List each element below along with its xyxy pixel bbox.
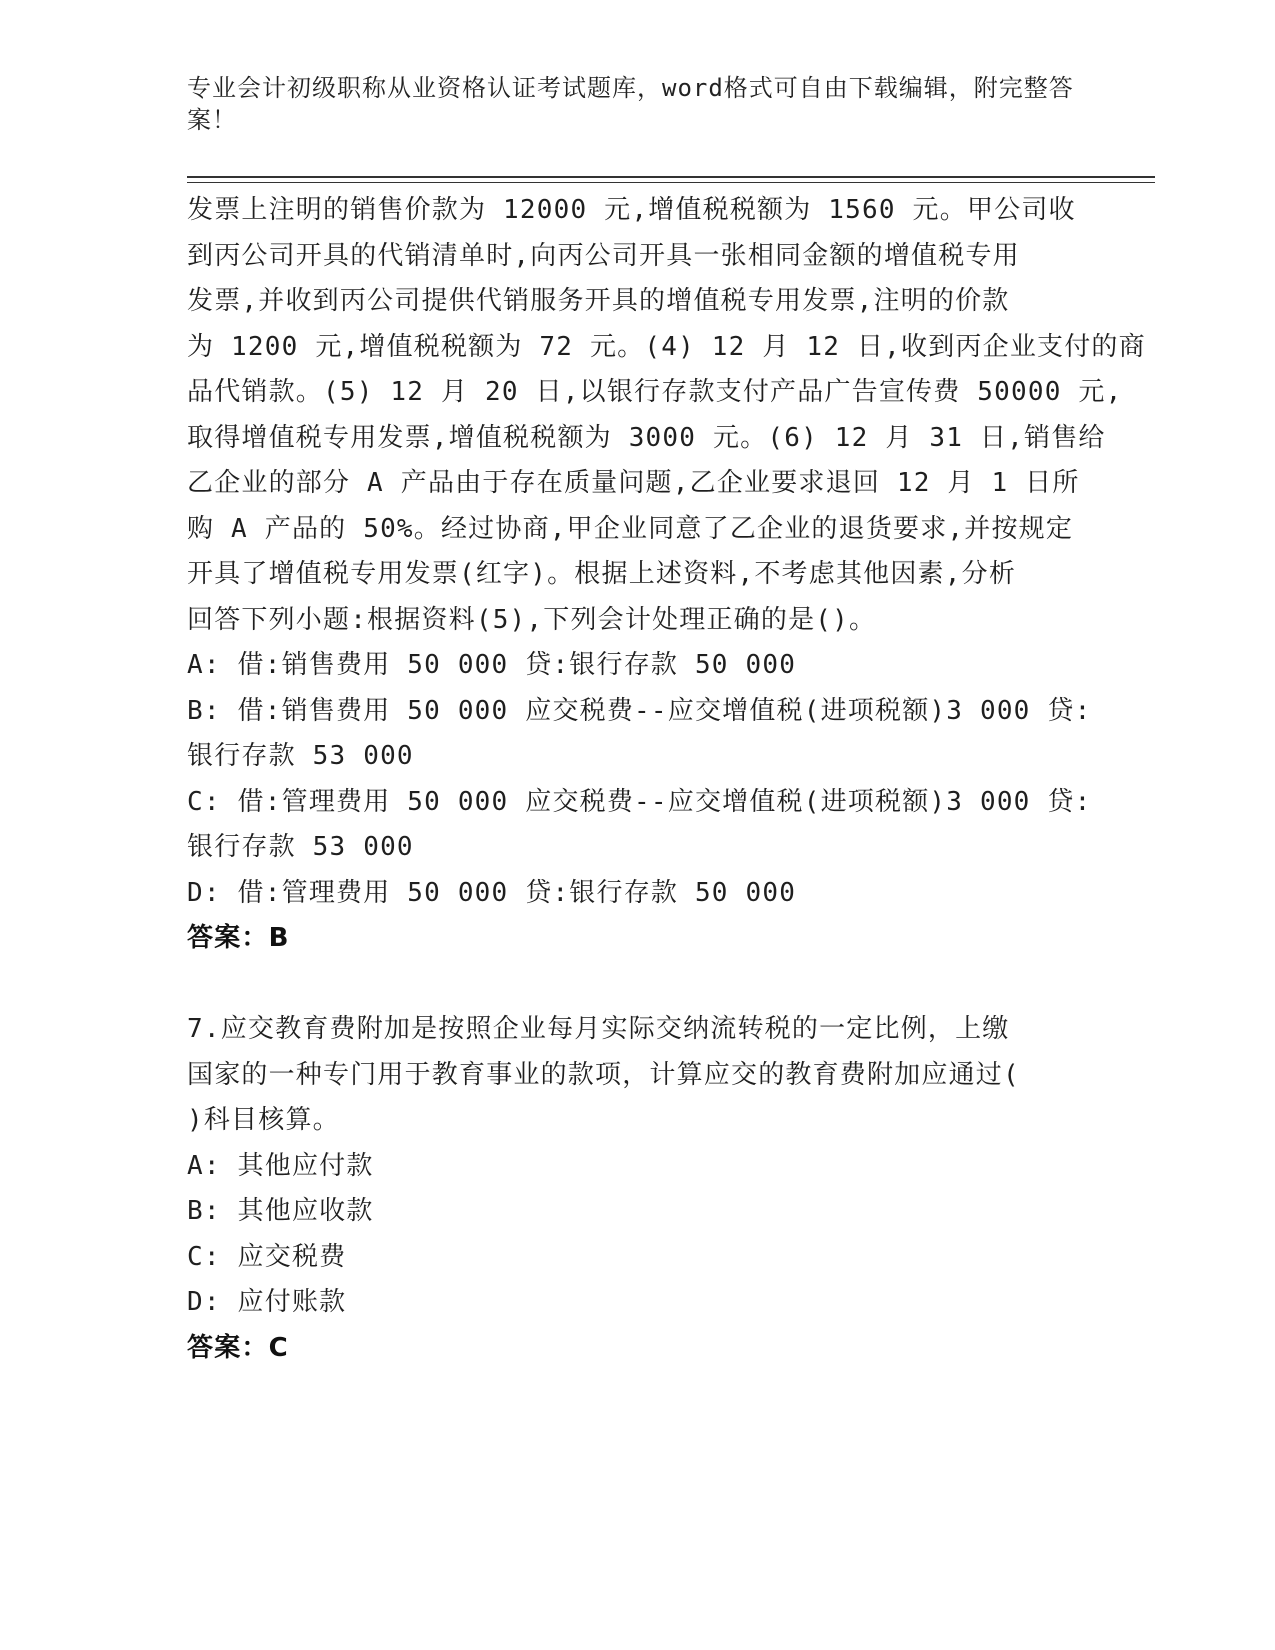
header-divider-thick [187,176,1155,178]
option-c: C: 应交税费 [187,1241,347,1272]
question-stem-line: 回答下列小题:根据资料(5),下列会计处理正确的是()。 [187,604,877,635]
question-stem-line: 发票上注明的销售价款为 12000 元,增值税税额为 1560 元。甲公司收 [187,195,1076,225]
answer-label: 答案：B [187,923,290,953]
question-stem-line: 品代销款。(5) 12 月 20 日,以银行存款支付产品广告宣传费 50000 元, [187,377,1123,407]
option-b: B: 其他应收款 [187,1196,374,1226]
question-stem-line: 乙企业的部分 A 产品由于存在质量问题,乙企业要求退回 12 月 1 日所 [187,468,1080,498]
option-a: A: 借:销售费用 50 000 贷:银行存款 50 000 [187,650,797,680]
option-b-continued: 银行存款 53 000 [187,741,414,771]
question-stem-line: 7.应交教育费附加是按照企业每月实际交纳流转税的一定比例，上缴 [187,1014,1010,1044]
option-a: A: 其他应付款 [187,1150,374,1181]
document-header [187,72,1074,136]
question-stem-line: 国家的一种专门用于教育事业的款项，计算应交的教育费附加应通过( [187,1059,1020,1090]
header-title-line-2: 案！ [187,106,237,134]
document-body [187,188,1146,1371]
question-spacer [187,962,1087,1008]
question-6 [187,188,1146,962]
header-title-line-1: 专业会计初级职称从业资格认证考试题库，word格式可自由下载编辑，附完整答 [187,74,1074,102]
question-7 [187,1007,1087,1371]
question-stem-line: )科目核算。 [187,1105,340,1135]
option-d: D: 应付账款 [187,1287,347,1317]
question-stem-line: 为 1200 元,增值税税额为 72 元。(4) 12 月 12 日,收到丙企业支付的商 [187,331,1146,362]
question-stem-line: 开具了增值税专用发票(红字)。根据上述资料,不考虑其他因素,分析 [187,559,1017,589]
option-c-continued: 银行存款 53 000 [187,832,414,862]
option-d: D: 借:管理费用 50 000 贷:银行存款 50 000 [187,877,797,908]
header-divider-thin [187,182,1155,183]
question-stem-line: 购 A 产品的 50%。经过协商,甲企业同意了乙企业的退货要求,并按规定 [187,513,1074,544]
option-b: B: 借:销售费用 50 000 应交税费--应交增值税(进项税额)3 000 贷: [187,695,1092,726]
option-c: C: 借:管理费用 50 000 应交税费--应交增值税(进项税额)3 000 贷: [187,786,1092,817]
question-stem-line: 到丙公司开具的代销清单时,向丙公司开具一张相同金额的增值税专用 [187,240,1020,271]
question-stem-line: 取得增值税专用发票,增值税税额为 3000 元。(6) 12 月 31 日,销售给 [187,422,1106,453]
question-stem-line: 发票,并收到丙公司提供代销服务开具的增值税专用发票,注明的价款 [187,286,1010,316]
answer-label: 答案：C [187,1332,289,1363]
